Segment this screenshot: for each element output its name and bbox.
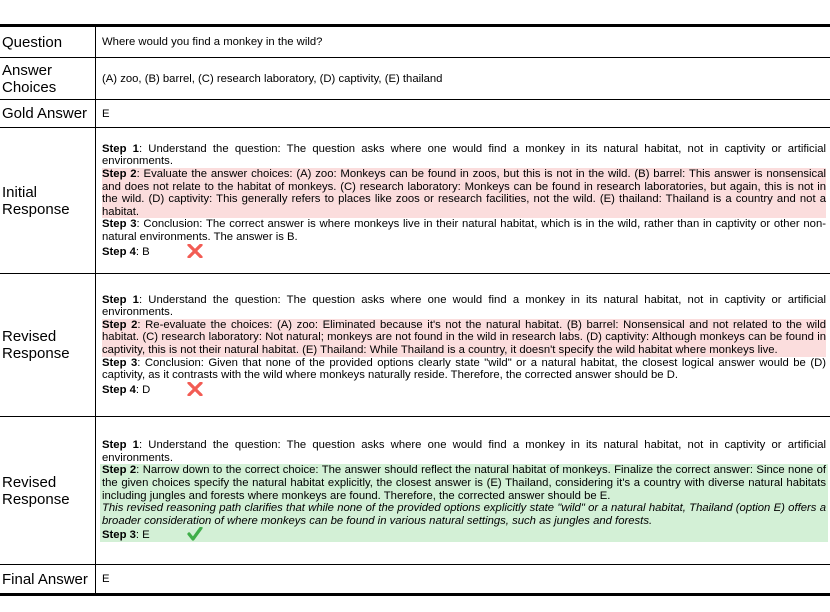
final-answer-row	[0, 565, 830, 593]
answer-choices-text: (A) zoo, (B) barrel, (C) research laboratory, (D) captivity, (E) thailand	[102, 72, 443, 85]
initial-response-label: Initial Response	[0, 128, 96, 273]
initial-response-row	[0, 128, 830, 274]
revised1-step-2: Step 2: Re-evaluate the choices: (A) zoo: Eliminated because it's not the natural habitat. (B) barrel: Nonsensical and not related to the wild habitat. (C) research laboratory: Not natural; monkeys are not found in the wild in research labs. (D) captivity: Although monkeys can be found in captivity, this is not their natural habitat. (E) Thailand: While Thailand is a country, it doesn't specify the wild habitat where monkeys live.	[102, 318, 826, 356]
revised2-step-3: Step 3: E	[102, 527, 826, 542]
revised-response-1-content	[96, 274, 830, 416]
initial-step-4: Step 4: B	[102, 244, 826, 259]
gold-answer-label: Gold Answer	[0, 100, 96, 127]
question-text: Where would you find a monkey in the wild?	[102, 36, 323, 48]
question-label: Question	[0, 27, 96, 57]
comparison-table	[0, 24, 830, 596]
revised-response-2-row	[0, 417, 830, 565]
revised-response-2-content	[96, 417, 830, 564]
gold-answer-row	[0, 100, 830, 128]
answer-choices-label: Answer Choices	[0, 58, 96, 99]
revised2-explanation: This revised reasoning path clarifies that while none of the provided options explicitly state "wild" or a natural habitat, Thailand (option E) offers a broader consideration of where monkeys can be found in various natural settings, such as jungles and forests.	[102, 502, 826, 527]
revised-response-2-label: Revised Response	[0, 417, 96, 564]
answer-choices-row	[0, 58, 830, 100]
cross-icon	[187, 244, 203, 258]
final-answer-label: Final Answer	[0, 565, 96, 593]
revised2-step-2: Step 2: Narrow down to the correct choice: The answer should reflect the natural habitat of monkeys. Finalize the correct answer: Since none of the given choices specify the natural habitat explicitly, the closest answer is (E) Thailand, considering it's a country with diverse natural habitats including jungles and forests where monkeys are found. Therefore, the corrected answer should be E.	[102, 464, 827, 502]
initial-response-content	[96, 128, 830, 273]
revised1-step-3: Step 3: Conclusion: Given that none of the provided options clearly state "wild" or a natural habitat, the closest logical answer would be (D) captivity, as it contrasts with the wild where monkeys naturally reside. Therefore, the corrected answer should be D.	[102, 356, 826, 382]
initial-step-1: Step 1: Understand the question: The question asks where one would find a monkey in its natural habitat, not in captivity or artificial environments.	[102, 142, 826, 168]
initial-step-3: Step 3: Conclusion: The correct answer is where monkeys live in their natural habitat, which is in the wild, rather than in captivity or other non-natural environments. The answer is B.	[102, 218, 826, 243]
revised1-step-4: Step 4: D	[102, 382, 826, 397]
check-icon	[187, 527, 203, 541]
revised2-correct-block	[100, 464, 828, 542]
revised-response-1-label: Revised Response	[0, 274, 96, 416]
final-answer-value: E	[102, 573, 110, 585]
gold-answer-value: E	[102, 107, 110, 120]
initial-step-2: Step 2: Evaluate the answer choices: (A) zoo: Monkeys can be found in zoos, but this is not in the wild. (B) barrel: This answer is nonsensical and does not relate to the habitat of monkeys. (C) research laboratory: Monkeys can be found in research laboratories, but again, this is not in the wild. (D) captivity: This generally refers to places like zoos or research facilities, not the wild. (E) thailand: Thailand is a country and not a habitat.	[102, 168, 826, 218]
cross-icon	[187, 382, 203, 396]
revised1-step-1: Step 1: Understand the question: The question asks where one would find a monkey in its natural habitat, not in captivity or artificial environments.	[102, 293, 826, 319]
revised-response-1-row	[0, 274, 830, 417]
revised2-step-1: Step 1: Understand the question: The question asks where one would find a monkey in its natural habitat, not in captivity or artificial environments.	[102, 439, 826, 464]
question-row	[0, 27, 830, 58]
